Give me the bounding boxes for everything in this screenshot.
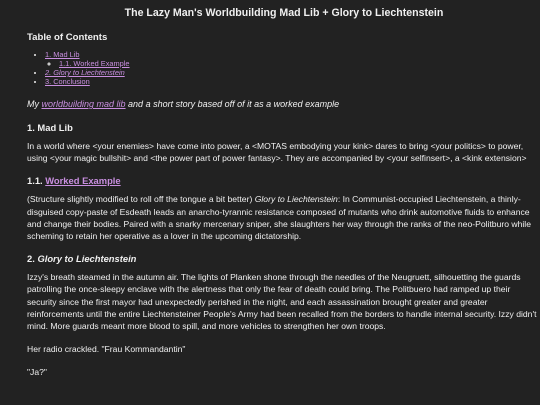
toc-item <box>45 68 540 77</box>
glory-heading-italic: Glory to Liechtenstein <box>37 253 137 265</box>
mad-lib-paragraph: In a world where <your enemies> have come into power, a <MOTAS embodying your kink> dares to bring <your politics> to power, using <your magic bullshit> and <the power part of power fantasy>. They are accompanied by <your selfinsert>, a <kink extension> <box>27 141 527 164</box>
page-title: The Lazy Man's Worldbuilding Mad Lib + Glory to Liechtenstein <box>124 7 444 19</box>
intro-pre: My <box>27 99 42 109</box>
worked-example-number: 1.1. <box>27 175 46 187</box>
toc-link-worked-example[interactable]: 1.1. Worked Example <box>59 59 130 68</box>
intro-post: and a short story based off of it as a worked example <box>125 99 340 109</box>
toc-item <box>45 77 540 86</box>
table-of-contents <box>27 50 540 86</box>
glory-number: 2. <box>27 253 38 265</box>
section-heading-glory <box>27 253 540 265</box>
section-heading-mad-lib: 1. Mad Lib <box>27 122 73 133</box>
toc-link-glory[interactable] <box>45 68 125 77</box>
intro-paragraph <box>27 98 540 111</box>
worked-example-post: : In Communist-occupied Liechtenstein, a thinly-disguised copy-paste of Esdeath leads an anarcho-tyrannic resistance composed of mutants who drink automotive fluids to enhance and change their bodies. Paired with a snarky mercenary sniper, she slaughters her way through the ranks of the neo-Politburo while scheming to retain her operative as a lover in the upcoming dictatorship. <box>27 194 531 242</box>
toc-item <box>45 50 540 68</box>
story-paragraph: Izzy's breath steamed in the autumn air. The lights of Planken shone through the needles of the Neugruett, silhouetting the guards patrolling the once-sleepy enclave with the alertness that only the fear of death could bring. The Politbuero had ramped up their security since the first mayor had unexpectedly perished in the night, and each assassination brought greater and greater reinforcements until the entire Liechtensteiner People's Army had been recalled from the borders to handle internal security. Izzy didn't mind. More guards meant more blood to spill, and more vehicles to strengthen her own troops. <box>27 272 537 332</box>
story-paragraph: Her radio crackled. "Frau Kommandantin" <box>27 344 186 355</box>
worked-example-paragraph <box>27 193 540 242</box>
toc-heading: Table of Contents <box>27 32 108 43</box>
worked-example-italic: Glory to Liechtenstein <box>254 194 338 205</box>
toc-item <box>59 59 540 68</box>
toc-link-glory-label: 2. Glory to Liechtenstein <box>45 68 125 77</box>
intro-text <box>27 99 339 109</box>
worked-example-pre: (Structure slightly modified to roll off the tongue a bit better) <box>27 194 255 205</box>
toc-link-mad-lib[interactable]: 1. Mad Lib <box>45 50 80 59</box>
section-heading-worked-example <box>27 175 540 187</box>
toc-link-conclusion[interactable]: 3. Conclusion <box>45 77 90 86</box>
worldbuilding-mad-lib-link[interactable]: worldbuilding mad lib <box>41 99 126 109</box>
story-paragraph: "Ja?" <box>27 367 47 378</box>
worked-example-link[interactable]: Worked Example <box>45 175 121 187</box>
